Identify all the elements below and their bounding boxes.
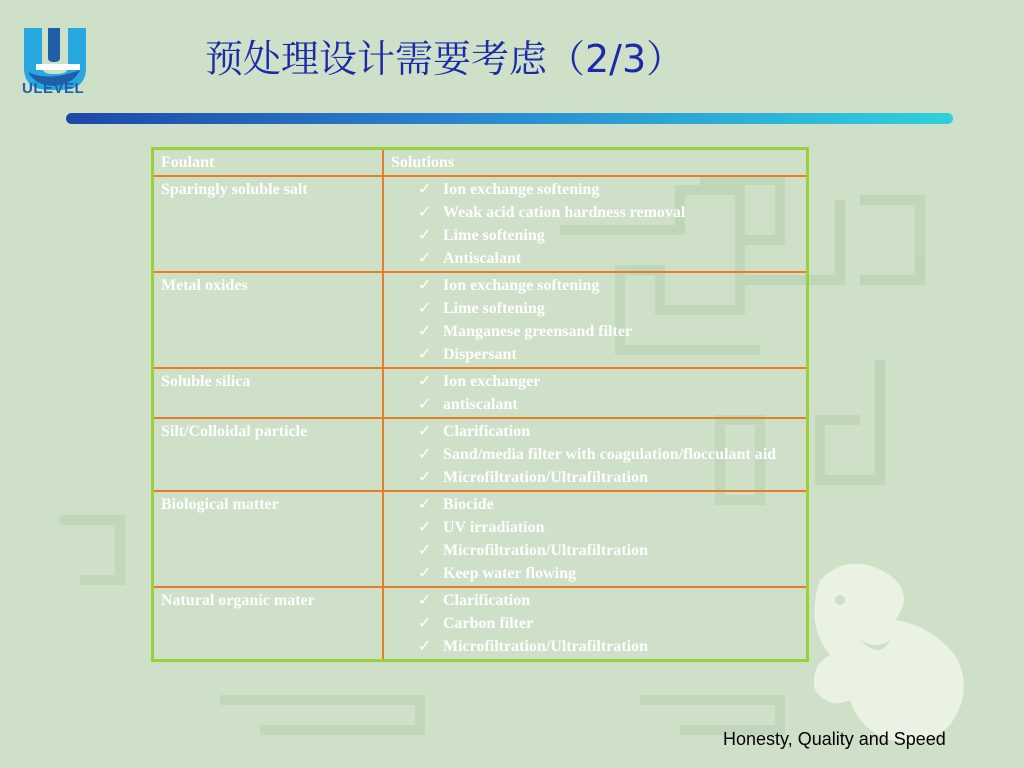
solution-text: Dispersant bbox=[443, 346, 517, 363]
solution-item bbox=[391, 493, 799, 516]
solution-item bbox=[391, 539, 799, 562]
checkmark-icon: ✓ bbox=[418, 250, 432, 267]
solution-text: Biocide bbox=[443, 496, 494, 513]
solution-text: Manganese greensand filter bbox=[443, 323, 633, 340]
solution-item bbox=[391, 635, 799, 658]
header-solutions: Solutions bbox=[383, 149, 808, 177]
solutions-cell bbox=[383, 418, 808, 491]
solution-text: Clarification bbox=[443, 592, 531, 609]
solution-text: Microfiltration/Ultrafiltration bbox=[443, 542, 648, 559]
solution-item bbox=[391, 370, 799, 393]
solutions-list bbox=[391, 420, 799, 489]
solution-text: Antiscalant bbox=[443, 250, 522, 267]
foulant-cell: Sparingly soluble salt bbox=[153, 176, 384, 272]
solutions-cell bbox=[383, 368, 808, 418]
solution-text: Lime softening bbox=[443, 227, 545, 244]
solution-item bbox=[391, 274, 799, 297]
solution-item bbox=[391, 589, 799, 612]
logo-text: ULEVEL bbox=[22, 80, 85, 97]
solution-item bbox=[391, 393, 799, 416]
solution-text: Microfiltration/Ultrafiltration bbox=[443, 469, 648, 486]
checkmark-icon: ✓ bbox=[418, 227, 432, 244]
solution-item bbox=[391, 247, 799, 270]
solution-item bbox=[391, 343, 799, 366]
table-row bbox=[153, 587, 808, 661]
solution-item bbox=[391, 466, 799, 489]
checkmark-icon: ✓ bbox=[418, 300, 432, 317]
solutions-list bbox=[391, 370, 799, 416]
checkmark-icon: ✓ bbox=[418, 373, 432, 390]
table-row bbox=[153, 418, 808, 491]
solution-text: Microfiltration/Ultrafiltration bbox=[443, 638, 648, 655]
solution-item bbox=[391, 201, 799, 224]
solution-item bbox=[391, 224, 799, 247]
solution-text: Lime softening bbox=[443, 300, 545, 317]
solution-text: Ion exchange softening bbox=[443, 277, 600, 294]
checkmark-icon: ✓ bbox=[418, 615, 432, 632]
solution-item bbox=[391, 443, 799, 466]
checkmark-icon: ✓ bbox=[418, 519, 432, 536]
solution-text: Keep water flowing bbox=[443, 565, 577, 582]
checkmark-icon: ✓ bbox=[418, 277, 432, 294]
checkmark-icon: ✓ bbox=[418, 181, 432, 198]
foulant-cell: Biological matter bbox=[153, 491, 384, 587]
solutions-list bbox=[391, 178, 799, 270]
checkmark-icon: ✓ bbox=[418, 204, 432, 221]
solution-item bbox=[391, 612, 799, 635]
solution-text: antiscalant bbox=[443, 396, 518, 413]
foulant-cell: Metal oxides bbox=[153, 272, 384, 368]
foulant-cell: Silt/Colloidal particle bbox=[153, 418, 384, 491]
checkmark-icon: ✓ bbox=[418, 346, 432, 363]
solution-item bbox=[391, 516, 799, 539]
solution-item bbox=[391, 178, 799, 201]
solution-item bbox=[391, 420, 799, 443]
checkmark-icon: ✓ bbox=[418, 542, 432, 559]
solution-text: Clarification bbox=[443, 423, 531, 440]
solutions-cell bbox=[383, 272, 808, 368]
checkmark-icon: ✓ bbox=[418, 423, 432, 440]
footer-slogan: Honesty, Quality and Speed bbox=[723, 729, 946, 749]
foulant-cell: Soluble silica bbox=[153, 368, 384, 418]
checkmark-icon: ✓ bbox=[418, 565, 432, 582]
foulant-cell: Natural organic mater bbox=[153, 587, 384, 661]
table-row bbox=[153, 176, 808, 272]
solutions-cell bbox=[383, 587, 808, 661]
solution-item bbox=[391, 562, 799, 585]
checkmark-icon: ✓ bbox=[418, 446, 432, 463]
checkmark-icon: ✓ bbox=[418, 469, 432, 486]
solution-item bbox=[391, 320, 799, 343]
checkmark-icon: ✓ bbox=[418, 323, 432, 340]
solutions-cell bbox=[383, 491, 808, 587]
header-foulant: Foulant bbox=[153, 149, 384, 177]
checkmark-icon: ✓ bbox=[418, 496, 432, 513]
checkmark-icon: ✓ bbox=[418, 638, 432, 655]
solution-text: Carbon filter bbox=[443, 615, 534, 632]
solutions-list bbox=[391, 589, 799, 658]
solutions-cell bbox=[383, 176, 808, 272]
solution-text: Ion exchanger bbox=[443, 373, 541, 390]
solution-item bbox=[391, 297, 799, 320]
checkmark-icon: ✓ bbox=[418, 396, 432, 413]
solutions-list bbox=[391, 493, 799, 585]
solution-text: Weak acid cation hardness removal bbox=[443, 204, 686, 221]
checkmark-icon: ✓ bbox=[418, 592, 432, 609]
table-row bbox=[153, 491, 808, 587]
solution-text: Sand/media filter with coagulation/flocculant aid bbox=[443, 446, 777, 463]
solutions-list bbox=[391, 274, 799, 366]
solution-text: UV irradiation bbox=[443, 519, 545, 536]
foulant-solutions-table bbox=[151, 147, 809, 662]
title-underline-bar bbox=[66, 113, 953, 124]
table-row bbox=[153, 272, 808, 368]
page-title: 预处理设计需要考虑（2/3） bbox=[205, 37, 685, 81]
solution-text: Ion exchange softening bbox=[443, 181, 600, 198]
table-row bbox=[153, 368, 808, 418]
table-header-row bbox=[153, 149, 808, 177]
